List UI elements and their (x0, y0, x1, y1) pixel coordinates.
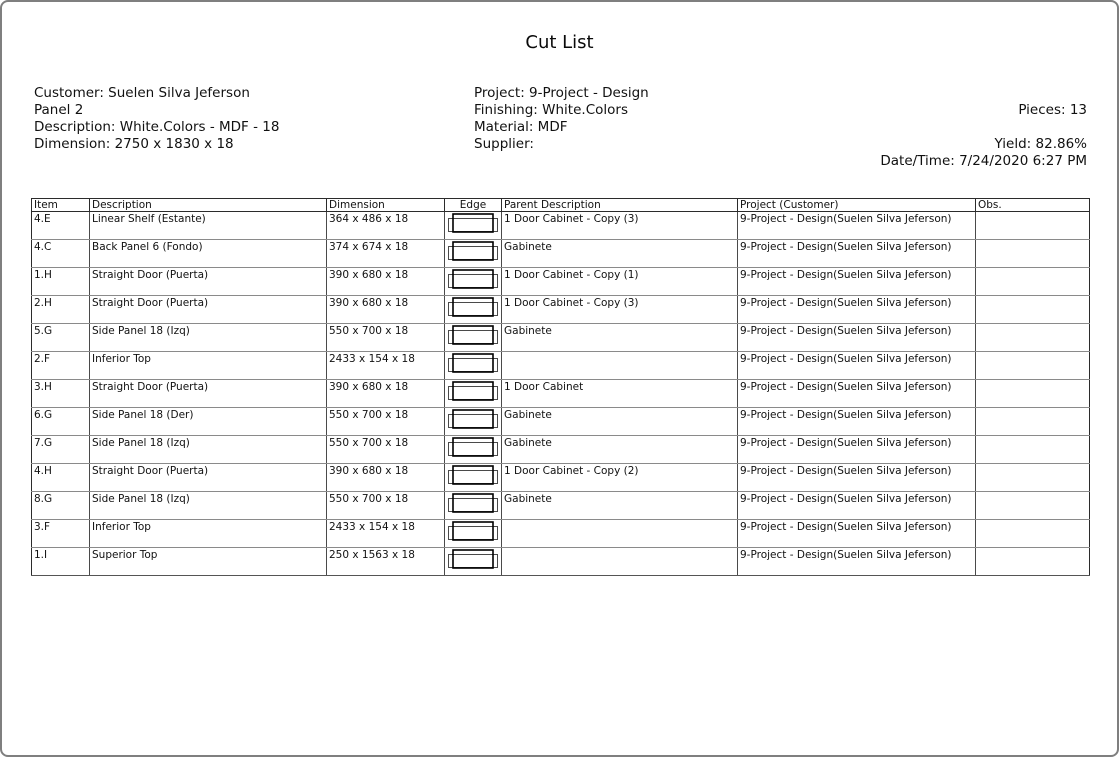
cell-description: Straight Door (Puerta) (90, 464, 327, 492)
cell-edge (445, 548, 502, 576)
cell-description: Superior Top (90, 548, 327, 576)
page-title: Cut List (525, 32, 594, 53)
cell-parent-description (502, 548, 738, 576)
cell-edge (445, 464, 502, 492)
cell-edge (445, 520, 502, 548)
cell-edge (445, 380, 502, 408)
pieces-line: Pieces: 13 (1018, 102, 1087, 118)
cell-parent-description: 1 Door Cabinet - Copy (3) (502, 212, 738, 240)
cell-edge (445, 352, 502, 380)
cell-parent-description: Gabinete (502, 240, 738, 268)
cell-dimension: 390 x 680 x 18 (327, 380, 445, 408)
table-row (32, 240, 1090, 268)
cell-item: 6.G (32, 408, 90, 436)
cell-dimension: 390 x 680 x 18 (327, 268, 445, 296)
edge-diagram-icon (448, 297, 498, 320)
edge-diagram-icon (448, 353, 498, 376)
cell-parent-description: 1 Door Cabinet (502, 380, 738, 408)
edge-diagram-icon (448, 325, 498, 348)
cell-dimension: 364 x 486 x 18 (327, 212, 445, 240)
cell-edge (445, 240, 502, 268)
cell-description: Straight Door (Puerta) (90, 380, 327, 408)
cut-list-table (31, 198, 1090, 576)
project-line: Project: 9-Project - Design (474, 85, 649, 101)
cell-project-customer: 9-Project - Design(Suelen Silva Jeferson) (738, 520, 976, 548)
table-row (32, 380, 1090, 408)
cell-project-customer: 9-Project - Design(Suelen Silva Jeferson) (738, 464, 976, 492)
cell-obs (976, 352, 1090, 380)
cell-description: Inferior Top (90, 520, 327, 548)
edge-diagram-icon (448, 549, 498, 572)
cell-project-customer: 9-Project - Design(Suelen Silva Jeferson) (738, 380, 976, 408)
cell-dimension: 250 x 1563 x 18 (327, 548, 445, 576)
cell-dimension: 550 x 700 x 18 (327, 324, 445, 352)
table-row (32, 212, 1090, 240)
cell-description: Back Panel 6 (Fondo) (90, 240, 327, 268)
cell-dimension: 390 x 680 x 18 (327, 464, 445, 492)
customer-line: Customer: Suelen Silva Jeferson (34, 85, 250, 101)
yield-line: Yield: 82.86% (994, 136, 1087, 152)
summary-info-block (880, 85, 1087, 170)
cell-description: Linear Shelf (Estante) (90, 212, 327, 240)
cell-parent-description: 1 Door Cabinet - Copy (1) (502, 268, 738, 296)
col-header-item: Item (32, 199, 90, 212)
dimension-line: Dimension: 2750 x 1830 x 18 (34, 136, 234, 152)
panel-line: Panel 2 (34, 102, 84, 118)
cell-obs (976, 408, 1090, 436)
cell-dimension: 550 x 700 x 18 (327, 436, 445, 464)
cell-obs (976, 324, 1090, 352)
cell-item: 5.G (32, 324, 90, 352)
table-row (32, 408, 1090, 436)
cell-obs (976, 268, 1090, 296)
cell-item: 3.F (32, 520, 90, 548)
table-row (32, 492, 1090, 520)
table-row (32, 352, 1090, 380)
table-row (32, 436, 1090, 464)
cell-obs (976, 296, 1090, 324)
supplier-line: Supplier: (474, 136, 534, 152)
cell-item: 4.C (32, 240, 90, 268)
col-header-parent-description: Parent Description (502, 199, 738, 212)
cell-edge (445, 268, 502, 296)
finishing-line: Finishing: White.Colors (474, 102, 628, 118)
cell-item: 4.E (32, 212, 90, 240)
cell-edge (445, 296, 502, 324)
cell-project-customer: 9-Project - Design(Suelen Silva Jeferson) (738, 296, 976, 324)
spacer (880, 85, 1087, 102)
cell-edge (445, 324, 502, 352)
cell-parent-description: Gabinete (502, 492, 738, 520)
cell-description: Side Panel 18 (Izq) (90, 324, 327, 352)
material-line: Material: MDF (474, 119, 568, 135)
col-header-project-customer: Project (Customer) (738, 199, 976, 212)
cell-obs (976, 240, 1090, 268)
cell-item: 1.I (32, 548, 90, 576)
cell-obs (976, 212, 1090, 240)
cell-item: 3.H (32, 380, 90, 408)
cell-description: Straight Door (Puerta) (90, 296, 327, 324)
cell-description: Side Panel 18 (Izq) (90, 492, 327, 520)
cell-item: 8.G (32, 492, 90, 520)
edge-diagram-icon (448, 269, 498, 292)
table-row (32, 464, 1090, 492)
cell-item: 7.G (32, 436, 90, 464)
panel-info-block (34, 85, 279, 153)
cell-edge (445, 212, 502, 240)
cell-parent-description: Gabinete (502, 436, 738, 464)
cell-project-customer: 9-Project - Design(Suelen Silva Jeferson) (738, 352, 976, 380)
cell-description: Side Panel 18 (Izq) (90, 436, 327, 464)
cell-project-customer: 9-Project - Design(Suelen Silva Jeferson) (738, 436, 976, 464)
cell-parent-description (502, 520, 738, 548)
cut-list-body (32, 212, 1090, 576)
spacer (880, 119, 1087, 136)
cell-project-customer: 9-Project - Design(Suelen Silva Jeferson) (738, 212, 976, 240)
table-header-row (32, 199, 1090, 212)
cell-project-customer: 9-Project - Design(Suelen Silva Jeferson) (738, 492, 976, 520)
cell-item: 1.H (32, 268, 90, 296)
edge-diagram-icon (448, 409, 498, 432)
table-row (32, 548, 1090, 576)
cell-description: Side Panel 18 (Der) (90, 408, 327, 436)
cell-obs (976, 436, 1090, 464)
cell-item: 2.F (32, 352, 90, 380)
cell-parent-description: Gabinete (502, 408, 738, 436)
cell-obs (976, 548, 1090, 576)
col-header-dimension: Dimension (327, 199, 445, 212)
cell-project-customer: 9-Project - Design(Suelen Silva Jeferson) (738, 240, 976, 268)
edge-diagram-icon (448, 437, 498, 460)
cell-project-customer: 9-Project - Design(Suelen Silva Jeferson) (738, 408, 976, 436)
col-header-description: Description (90, 199, 327, 212)
edge-diagram-icon (448, 241, 498, 264)
table-row (32, 324, 1090, 352)
cell-obs (976, 520, 1090, 548)
cell-item: 4.H (32, 464, 90, 492)
cell-obs (976, 464, 1090, 492)
edge-diagram-icon (448, 521, 498, 544)
cell-obs (976, 380, 1090, 408)
col-header-obs: Obs. (976, 199, 1090, 212)
cell-edge (445, 436, 502, 464)
cell-dimension: 550 x 700 x 18 (327, 492, 445, 520)
datetime-line: Date/Time: 7/24/2020 6:27 PM (880, 153, 1087, 169)
cell-edge (445, 492, 502, 520)
table-row (32, 520, 1090, 548)
cell-parent-description: Gabinete (502, 324, 738, 352)
cell-project-customer: 9-Project - Design(Suelen Silva Jeferson) (738, 268, 976, 296)
table-row (32, 296, 1090, 324)
edge-diagram-icon (448, 465, 498, 488)
cell-description: Inferior Top (90, 352, 327, 380)
cell-project-customer: 9-Project - Design(Suelen Silva Jeferson) (738, 324, 976, 352)
cell-edge (445, 408, 502, 436)
cell-dimension: 2433 x 154 x 18 (327, 352, 445, 380)
cell-item: 2.H (32, 296, 90, 324)
edge-diagram-icon (448, 213, 498, 236)
cell-parent-description (502, 352, 738, 380)
cell-dimension: 2433 x 154 x 18 (327, 520, 445, 548)
cell-obs (976, 492, 1090, 520)
cell-parent-description: 1 Door Cabinet - Copy (2) (502, 464, 738, 492)
table-header (32, 199, 1090, 212)
cell-project-customer: 9-Project - Design(Suelen Silva Jeferson) (738, 548, 976, 576)
project-info-block (474, 85, 649, 153)
cell-description: Straight Door (Puerta) (90, 268, 327, 296)
edge-diagram-icon (448, 493, 498, 516)
description-line: Description: White.Colors - MDF - 18 (34, 119, 280, 135)
col-header-edge: Edge (445, 199, 502, 212)
cell-parent-description: 1 Door Cabinet - Copy (3) (502, 296, 738, 324)
table-row (32, 268, 1090, 296)
cell-dimension: 550 x 700 x 18 (327, 408, 445, 436)
cell-dimension: 374 x 674 x 18 (327, 240, 445, 268)
edge-diagram-icon (448, 381, 498, 404)
cell-dimension: 390 x 680 x 18 (327, 296, 445, 324)
